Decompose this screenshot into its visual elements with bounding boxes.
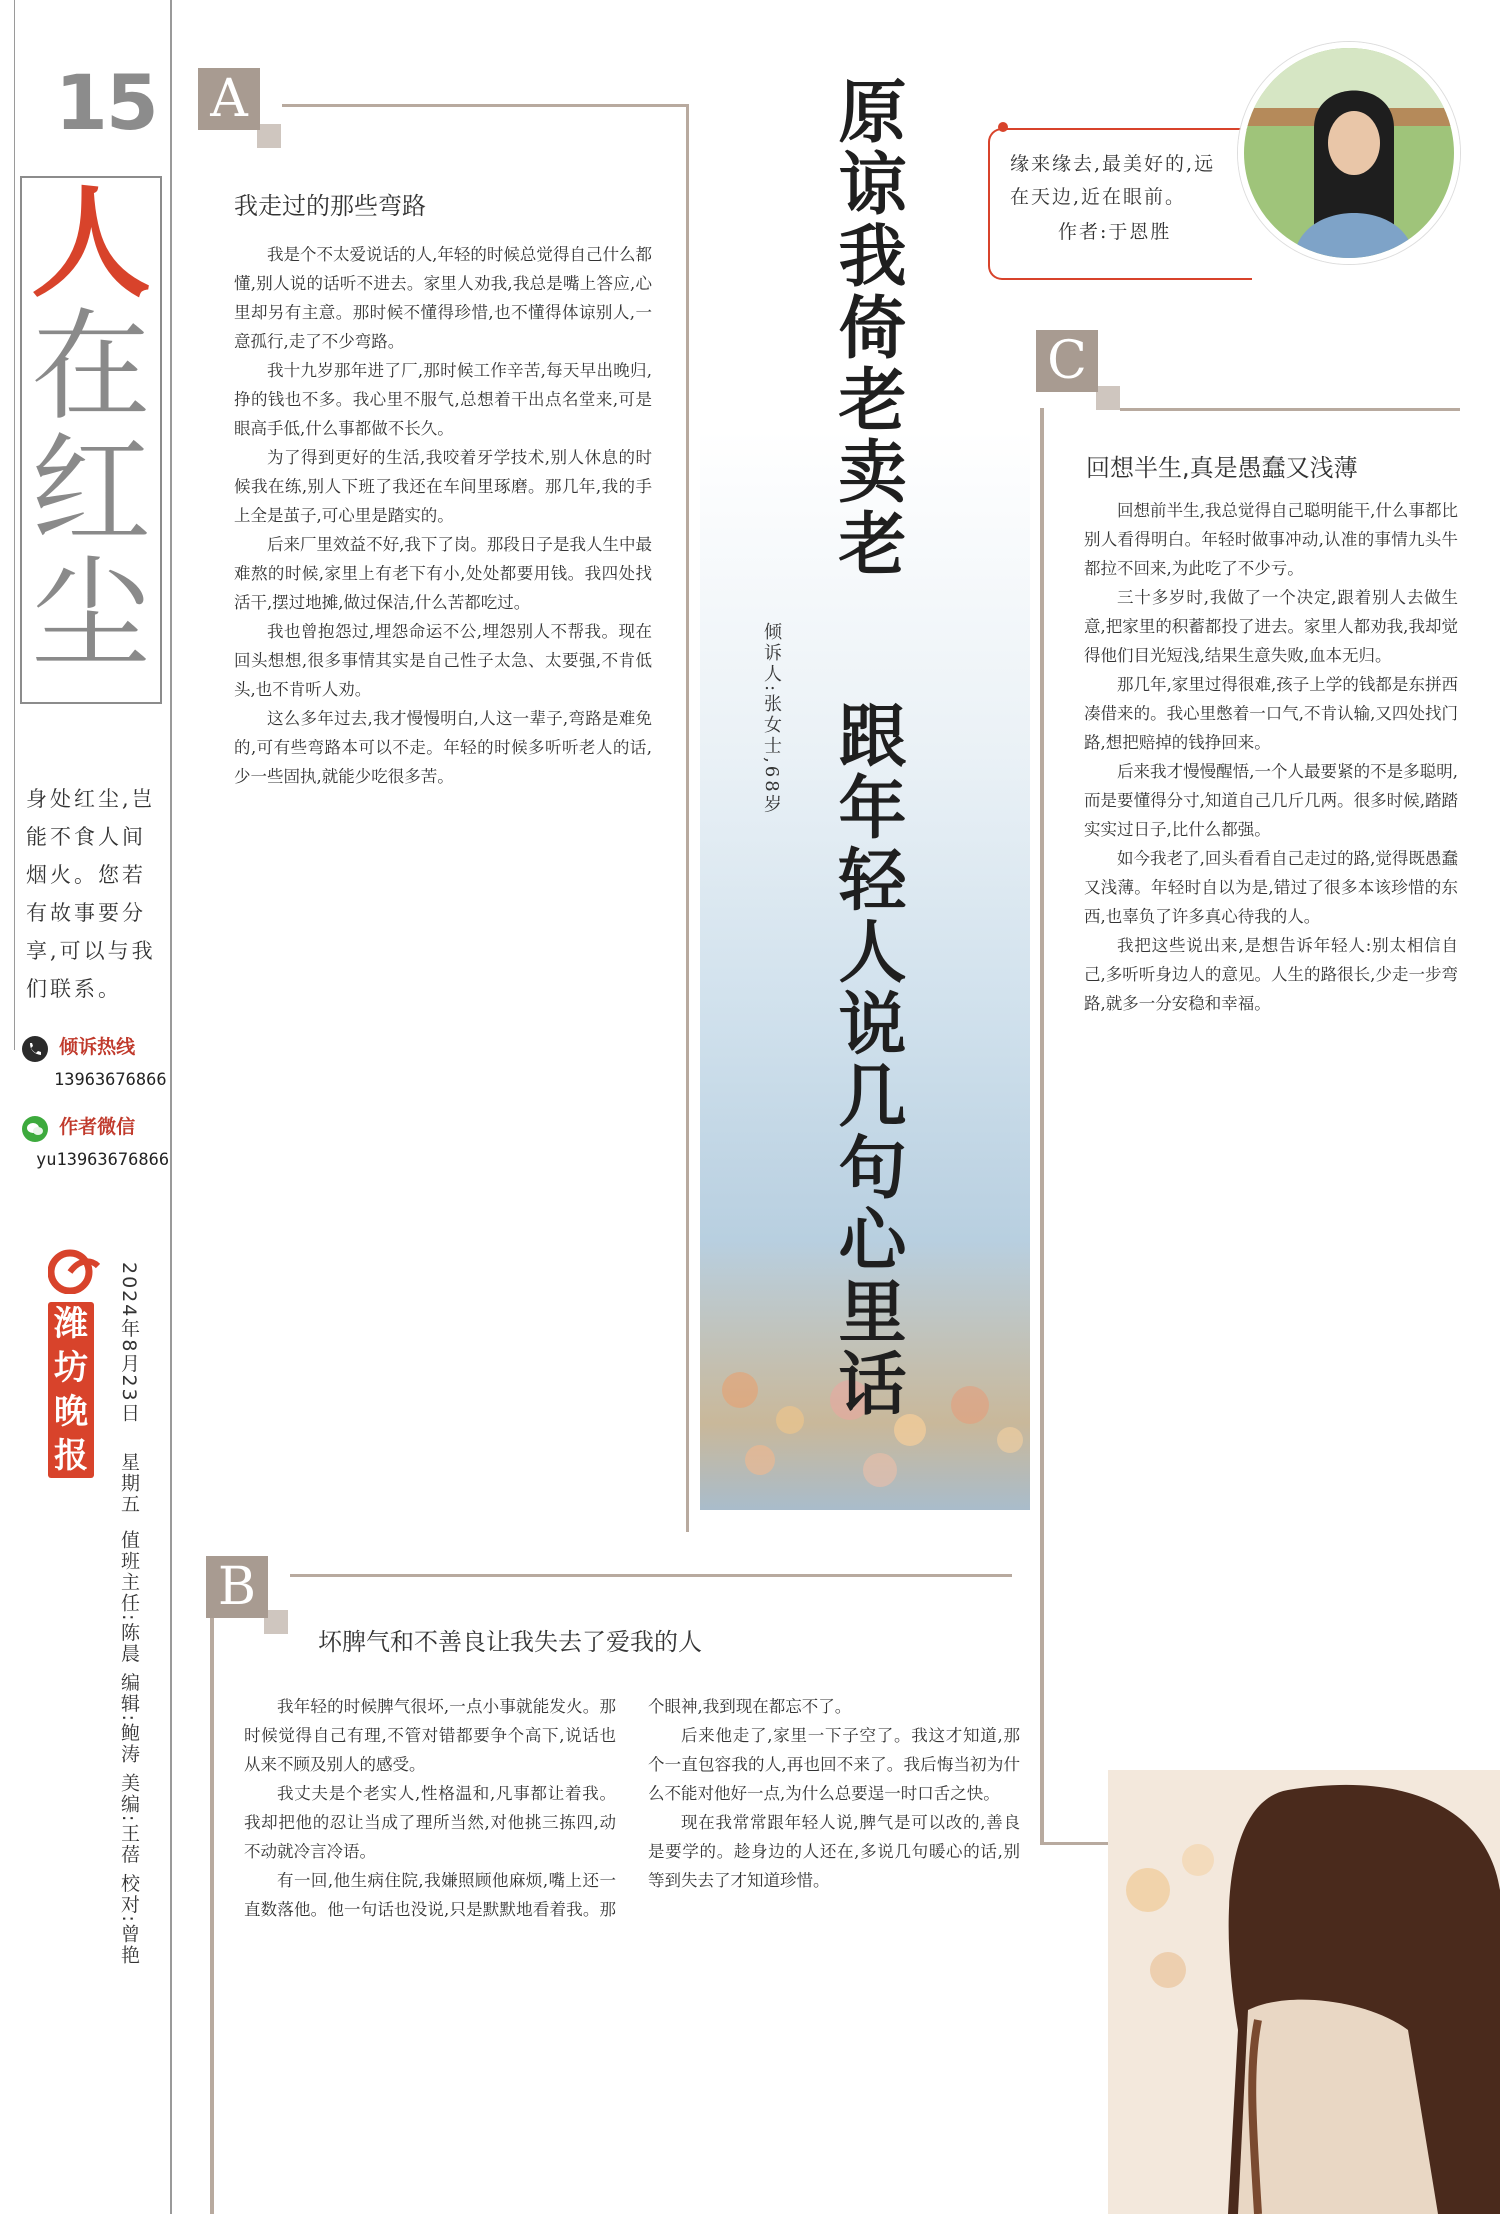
intro-text: 身处红尘,岂能不食人间烟火。您若有故事要分享,可以与我们联系。 xyxy=(26,787,156,1001)
woman-photo xyxy=(1108,1770,1500,2214)
issue-weekday: 星期五 xyxy=(118,1452,140,1515)
article-b-paragraph: 我年轻的时候脾气很坏,一点小事就能发火。那时候觉得自己有理,不管对错都要争个高下,说话也从来不顾及别人的感受。 xyxy=(244,1697,616,1774)
author-photo xyxy=(1238,42,1460,264)
section-title-char-2: 在 xyxy=(31,298,151,437)
brand-swirl-icon xyxy=(48,1248,100,1294)
wechat-label: 作者微信 xyxy=(59,1116,136,1138)
section-title-char-1: 人 xyxy=(31,173,151,314)
article-c-badge: C xyxy=(1036,330,1098,392)
article-a-badge: A xyxy=(198,68,260,130)
hotline-label: 倾诉热线 xyxy=(59,1036,136,1058)
author-credit: 作者:于恩胜 xyxy=(1058,221,1172,243)
issue-date: 2024年8月23日 xyxy=(118,1262,140,1424)
narrator: 倾诉人:张女士,68岁 xyxy=(761,622,782,816)
article-b-body xyxy=(244,1692,1020,2208)
brand-logo xyxy=(48,1248,100,1478)
article-a-paragraph: 为了得到更好的生活,我咬着牙学技术,别人休息的时候我在练,别人下班了我还在车间里琢磨。那几年,我的手上全是茧子,可心里是踏实的。 xyxy=(234,448,652,525)
article-c-paragraph: 那几年,家里过得很难,孩子上学的钱都是东拼西凑借来的。我心里憋着一口气,不肯认输,又四处找门路,想把赔掉的钱挣回来。 xyxy=(1084,675,1458,752)
article-b-paragraph: 我丈夫是个老实人,性格温和,凡事都让着我。我却把他的忍让当成了理所当然,对他挑三拣四,动不动就冷言冷语。 xyxy=(244,1784,616,1861)
article-b-paragraph: 有一回,他生病住院,我嫌照顾他麻烦,嘴上还一直数落他。他一句话也没说,只是默默地看着我。那个眼神,我到现在都忘不了。 xyxy=(244,1697,852,1919)
section-title-box xyxy=(20,173,162,704)
article-c-paragraph: 后来我才慢慢醒悟,一个人最要紧的不是多聪明,而是要懂得分寸,知道自己几斤几两。很多时候,踏踏实实过日子,比什么都强。 xyxy=(1084,762,1458,839)
section-title-char-4: 尘 xyxy=(31,546,151,685)
section-title-char-3: 红 xyxy=(31,422,151,561)
article-a-paragraph: 我是个不太爱说话的人,年轻的时候总觉得自己什么都懂,别人说的话听不进去。家里人劝我,我总是嘴上答应,心里却另有主意。那时候不懂得珍惜,也不懂得体谅别人,一意孤行,走了不少弯路。 xyxy=(234,245,652,351)
article-a-title: 我走过的那些弯路 xyxy=(234,192,426,220)
article-c-title: 回想半生,真是愚蠢又浅薄 xyxy=(1086,454,1358,482)
article-a-paragraph: 我十九岁那年进了厂,那时候工作辛苦,每天早出晚归,挣的钱也不多。我心里不服气,总想着干出点名堂来,可是眼高手低,什么事都做不长久。 xyxy=(234,361,652,438)
article-b-title: 坏脾气和不善良让我失去了爱我的人 xyxy=(318,1628,702,1656)
article-c-paragraph: 我把这些说出来,是想告诉年轻人:别太相信自己,多听听身边人的意见。人生的路很长,少走一步弯路,就多一分安稳和幸福。 xyxy=(1084,936,1458,1013)
article-c-paragraph: 三十多岁时,我做了一个决定,跟着别人去做生意,把家里的积蓄都投了进去。家里人都劝我,我却觉得他们目光短浅,结果生意失败,血本无归。 xyxy=(1084,588,1458,665)
hotline-number[interactable]: 13963676866 xyxy=(54,1069,167,1090)
wechat-id[interactable]: yu13963676866 xyxy=(36,1149,170,1170)
wechat xyxy=(22,1112,172,1170)
wechat-icon xyxy=(22,1116,48,1142)
pull-quote: 缘来缘去,最美好的,远在天边,近在眼前。 xyxy=(1010,153,1216,208)
article-c-paragraph: 如今我老了,回头看看自己走过的路,觉得既愚蠢又浅薄。年轻时自以为是,错过了很多本该珍惜的东西,也辜负了许多真心待我的人。 xyxy=(1084,849,1458,926)
article-b-badge: B xyxy=(206,1556,268,1618)
phone-icon xyxy=(22,1036,48,1062)
brand-name: 潍 坊 晚 报 xyxy=(48,1302,94,1478)
article-a-paragraph: 我也曾抱怨过,埋怨命运不公,埋怨别人不帮我。现在回头想想,很多事情其实是自己性子太急、太要强,不肯低头,也不肯听人劝。 xyxy=(234,622,652,699)
article-b-paragraph: 后来他走了,家里一下子空了。我这才知道,那个一直包容我的人,再也回不来了。我后悔当初为什么不能对他好一点,为什么总要逞一时口舌之快。 xyxy=(648,1726,1020,1803)
article-a-paragraph: 后来厂里效益不好,我下了岗。那段日子是我人生中最难熬的时候,家里上有老下有小,处处都要用钱。我四处找活干,摆过地摊,做过保洁,什么苦都吃过。 xyxy=(234,535,652,612)
article-a-body xyxy=(234,240,652,1530)
hotline xyxy=(22,1032,172,1090)
article-b-paragraph: 现在我常常跟年轻人说,脾气是可以改的,善良是要学的。趁身边的人还在,多说几句暖心的话,别等到失去了才知道珍惜。 xyxy=(648,1813,1020,1890)
editorial-credits: 值班主任:陈晨 编辑:鲍涛 美编:王蓓 校对:曾艳 xyxy=(118,1530,140,1966)
article-a-paragraph: 这么多年过去,我才慢慢明白,人这一辈子,弯路是难免的,可有些弯路本可以不走。年轻的时候多听听老人的话,少一些固执,就能少吃很多苦。 xyxy=(234,709,652,786)
page-number: 15 xyxy=(55,58,157,147)
headline-main: 原谅我倚老卖老 xyxy=(827,76,906,580)
article-c-body xyxy=(1084,496,1458,1748)
headline-sub: 跟年轻人说几句心里话 xyxy=(827,700,906,1420)
article-c-paragraph: 回想前半生,我总觉得自己聪明能干,什么事都比别人看得明白。年轻时做事冲动,认准的事情九头牛都拉不回来,为此吃了不少亏。 xyxy=(1084,501,1458,578)
